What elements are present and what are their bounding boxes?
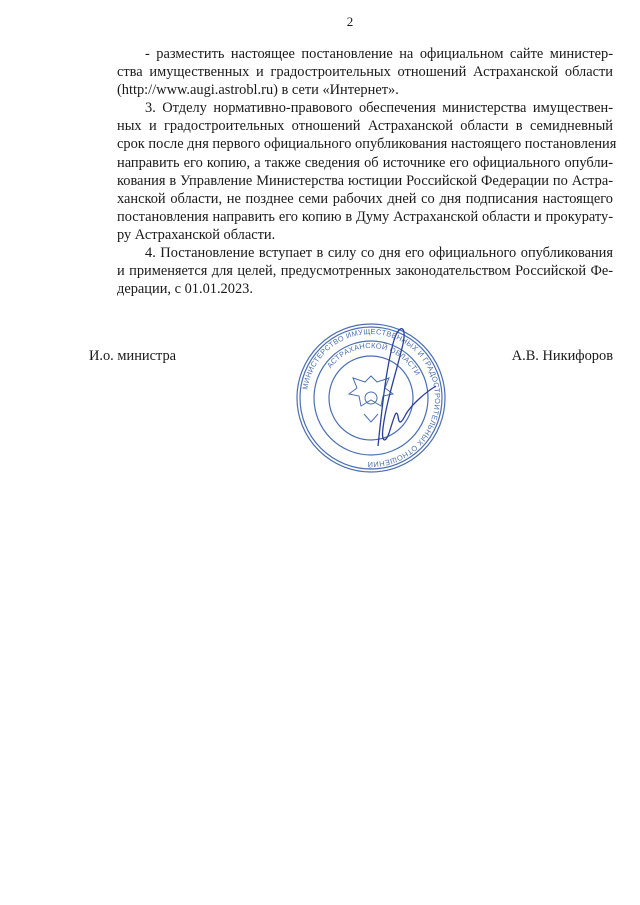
paragraph-3-legal-department — [89, 99, 617, 244]
text-line: ханской области, не позднее семи рабочих дней со дня подписания настоящего — [117, 190, 613, 207]
text-line: дерации, с 01.01.2023. — [117, 281, 253, 298]
coat-of-arms-emblem — [349, 376, 393, 422]
text-line: кования в Управление Министерства юстиции Российской Федерации по Астра- — [117, 172, 613, 189]
official-seal-stamp — [286, 318, 456, 478]
text-line: 4. Постановление вступает в силу со дня его официального опубликования — [145, 245, 613, 262]
paragraph-4-entry-into-force — [89, 244, 613, 298]
page-number: 2 — [346, 14, 354, 29]
text-line: срок после дня первого официального опубликования настоящего постановления — [117, 136, 617, 153]
seal-outer-text: МИНИСТЕРСТВО ИМУЩЕСТВЕННЫХ И ГРАДОСТРОИТЕЛЬНЫХ ОТНОШЕНИЙ — [300, 326, 443, 470]
seal-inner-text: АСТРАХАНСКОЙ ОБЛАСТИ — [325, 340, 423, 378]
text-line: ных и градостроительных отношений Астраханской области в семидневный — [117, 118, 613, 135]
signatory-title: И.о. министра — [89, 348, 177, 364]
signatory-name: А.В. Никифоров — [511, 348, 613, 364]
text-line: - разместить настоящее постановление на официальном сайте министер- — [145, 46, 613, 62]
text-line: 3. Отделу нормативно-правового обеспечения министерства имуществен- — [145, 100, 613, 117]
text-line: ру Астраханской области. — [117, 226, 276, 243]
text-line: (http://www.augi.astrobl.ru) в сети «Интернет». — [117, 82, 399, 99]
document-body — [89, 45, 617, 298]
text-line: и применяется для целей, предусмотренных законодательством Российской Фе- — [117, 263, 613, 280]
paragraph-publish-site — [89, 45, 613, 99]
text-line: направить его копию, а также сведения об источнике его официального опубли- — [117, 154, 613, 171]
text-line: ства имущественных и градостроительных отношений Астраханской области — [117, 64, 613, 81]
text-line: постановления направить его копию в Думу Астраханской области и прокурату- — [117, 208, 613, 225]
